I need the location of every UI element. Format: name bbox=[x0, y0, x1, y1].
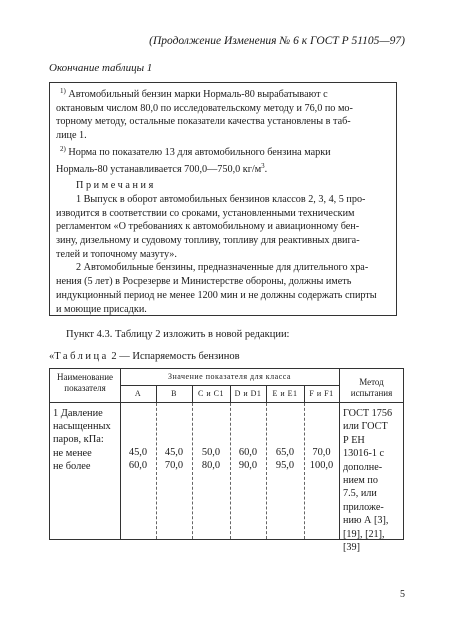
running-title: (Продолжение Изменения № 6 к ГОСТ Р 51105—97) bbox=[149, 35, 405, 47]
instruction-text: Пункт 4.3. Таблицу 2 изложить в новой редакции: bbox=[66, 329, 290, 340]
method-line: дополне- bbox=[343, 461, 383, 473]
header-bottom-divider bbox=[50, 402, 403, 403]
footnote-2-superscript: 3 bbox=[261, 161, 265, 170]
footnote-2-period: . bbox=[264, 163, 268, 175]
note-1-line: 1 Выпуск в оборот автомобильных бензинов классов 2, 3, 4, 5 про- bbox=[76, 193, 366, 205]
max-value: 80,0 bbox=[201, 460, 221, 472]
note-2 bbox=[56, 261, 390, 316]
footnote-1-line: лице 1. bbox=[56, 130, 87, 142]
notes-content bbox=[56, 85, 390, 316]
page-number: 5 bbox=[400, 589, 405, 600]
footnote-1-line: Автомобильный бензин марки Нормаль-80 вырабатывают с bbox=[68, 89, 328, 100]
max-value: 60,0 bbox=[128, 460, 148, 472]
value-cell bbox=[304, 446, 339, 472]
footnote-1-mark: 1) bbox=[60, 87, 66, 95]
table-title-word: Таблица bbox=[54, 351, 109, 362]
min-value: 45,0 bbox=[128, 447, 148, 458]
min-value: 50,0 bbox=[201, 447, 221, 458]
footnote-2-mark: 2) bbox=[60, 144, 66, 153]
note-1-line: зину, дизельному и судовому топливу, топливу для реактивных двига- bbox=[56, 235, 360, 247]
value-cell bbox=[192, 446, 230, 472]
footnote-2-line: Норма по показателю 13 для автомобильного бензина марки bbox=[68, 146, 331, 158]
note-1-line: телей и топочному мазуту». bbox=[56, 248, 177, 260]
note-1-line: регламентом «О требованиях к автомобильному и авиационному бен- bbox=[56, 221, 360, 233]
notes-box bbox=[49, 82, 397, 316]
method-line: нием по bbox=[343, 475, 378, 487]
method-line: Р ЕН bbox=[343, 434, 365, 446]
footnote-2 bbox=[56, 143, 390, 176]
class-header-c: C и C1 bbox=[198, 389, 224, 398]
row-name bbox=[53, 407, 111, 473]
class-header-d: D и D1 bbox=[234, 389, 262, 398]
value-cell bbox=[120, 446, 156, 472]
class-header-e: E и E1 bbox=[272, 389, 298, 398]
table-title-rest: 2 — Испаряемость бензинов bbox=[111, 351, 240, 362]
header-method-line: испытания bbox=[350, 388, 393, 398]
method-cell bbox=[343, 407, 392, 554]
header-name bbox=[50, 372, 120, 394]
max-value: 95,0 bbox=[275, 460, 295, 472]
min-value: 60,0 bbox=[238, 447, 258, 458]
header-name-line: показателя bbox=[64, 383, 106, 393]
method-line: 13016-1 с bbox=[343, 448, 385, 460]
table-title-quote: « bbox=[49, 351, 55, 362]
table-ending-label: Окончание таблицы 1 bbox=[49, 62, 153, 74]
max-value: 90,0 bbox=[238, 460, 258, 472]
value-cell bbox=[156, 446, 192, 472]
row-name-line: 1 Давление bbox=[53, 408, 103, 419]
max-value: 100,0 bbox=[309, 460, 334, 472]
method-line: [39] bbox=[343, 542, 360, 554]
footnote-1 bbox=[56, 85, 390, 143]
method-line: нию А [3], bbox=[343, 515, 389, 527]
class-header-a: A bbox=[134, 389, 142, 398]
min-value: 45,0 bbox=[164, 447, 184, 458]
note-2-line: и моющие присадки. bbox=[56, 303, 147, 315]
row-name-line: не менее bbox=[53, 447, 92, 459]
method-line: ГОСТ 1756 bbox=[343, 408, 393, 419]
note-2-line: 2 Автомобильные бензины, предназначенные для длительного хра- bbox=[76, 262, 369, 274]
note-2-line: нения (5 лет) в Росрезерве и Министерстве обороны, должны иметь bbox=[56, 276, 352, 288]
footnote-1-line: октановым числом 80,0 по исследовательскому методу и 76,0 по мо- bbox=[56, 102, 353, 114]
class-header-b: B bbox=[171, 389, 177, 398]
note-2-line: индукционный период не менее 1200 мин и не должны содержать спирты bbox=[56, 289, 377, 301]
note-1 bbox=[56, 193, 390, 262]
min-value: 65,0 bbox=[275, 447, 295, 458]
row-name-line: паров, кПа: bbox=[53, 434, 104, 446]
value-cell bbox=[266, 446, 304, 472]
header-name-line: Наименование bbox=[56, 372, 114, 382]
value-cell bbox=[230, 446, 266, 472]
footnote-2-line: Нормаль-80 устанавливается 700,0—750,0 кг/м bbox=[56, 163, 262, 175]
header-method bbox=[340, 377, 403, 399]
row-name-line: насыщенных bbox=[53, 421, 111, 433]
header-method-line: Метод bbox=[359, 377, 384, 387]
evaporation-table bbox=[49, 368, 404, 554]
max-value: 70,0 bbox=[164, 460, 184, 472]
method-line: приложе- bbox=[343, 501, 384, 513]
method-line: [19], [21], bbox=[343, 528, 385, 540]
table-title bbox=[49, 351, 240, 362]
min-value: 70,0 bbox=[312, 447, 331, 458]
method-line: или ГОСТ bbox=[343, 421, 388, 433]
notes-title: Примечания bbox=[76, 180, 156, 192]
note-1-line: изводится в соответствии со сроками, установленными техническим bbox=[56, 207, 355, 219]
row-name-line: не более bbox=[53, 460, 91, 472]
header-values: Значение показателя для класса bbox=[168, 372, 291, 381]
footnote-1-line: торному методу, остальные показатели качества установлены в таб- bbox=[56, 116, 351, 128]
method-line: 7.5, или bbox=[343, 488, 377, 500]
class-header-f: F и F1 bbox=[309, 389, 334, 398]
